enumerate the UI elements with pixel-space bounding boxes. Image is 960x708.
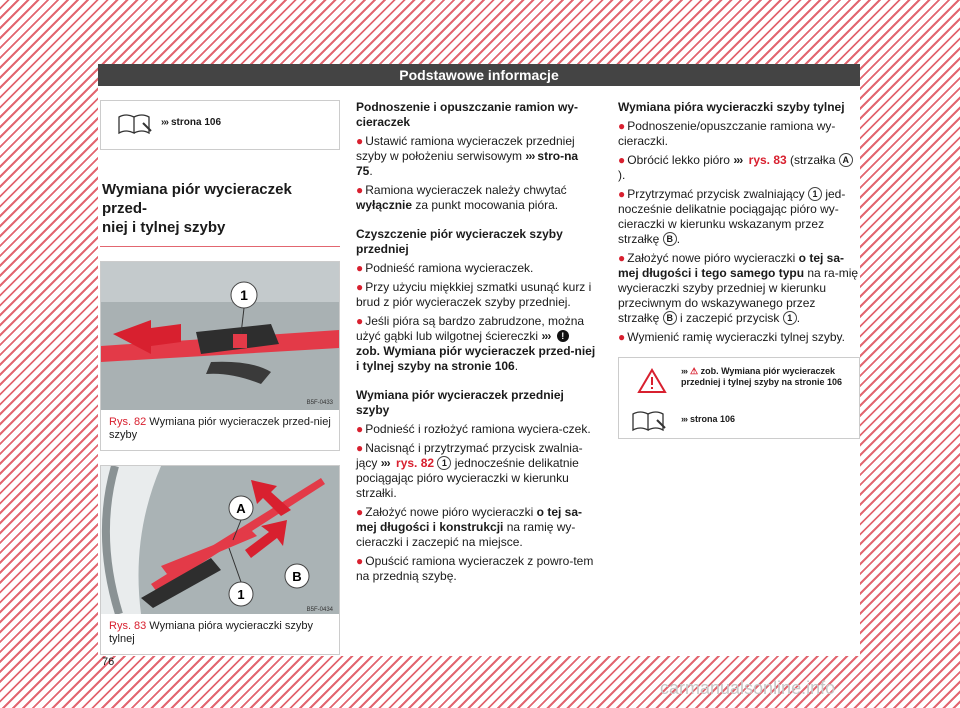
figure-code: B5F-0434 (306, 607, 333, 613)
figure-number: Rys. 82 (109, 416, 147, 428)
rear-wiper-illustration (101, 466, 339, 614)
page-header: Podstawowe informacje (98, 64, 860, 86)
bullet-item: ● Jeśli pióra są bardzo zabrudzone, można użyć gąbki lub wilgotnej ściereczki ››› ! zob. Wymiana piór wycieraczek przed-niej i tylnej szyby na stronie 106. (356, 314, 596, 373)
front-wiper-illustration (101, 262, 339, 410)
reference-link[interactable]: ››› strona 106 (681, 414, 736, 424)
bullet-item: ● Przytrzymać przycisk zwalniający 1 jed-nocześnie delikatnie pociągając pióro wy-cieraczki w kierunku wskazanym przez strzałkę B . (618, 187, 846, 246)
warning-text: zob. Wymiana piór wycieraczek przedniej i tylnej szyby na stronie 106 (681, 366, 843, 387)
callout-1: 1 (240, 287, 248, 303)
page-link[interactable]: stro-na 75 (356, 149, 579, 178)
callout-badge: B (663, 311, 677, 325)
book-icon (631, 408, 667, 434)
callout-badge: 1 (808, 187, 822, 201)
column-left (100, 100, 340, 668)
reference-text: strona 106 (171, 117, 222, 128)
bullet-item: ● Ramiona wycieraczek należy chwytać wyłącznie za punkt mocowania pióra. (356, 183, 567, 212)
manual-page (98, 64, 860, 668)
figure-caption (101, 410, 339, 450)
watermark: carmanualsonline.info (660, 678, 836, 698)
warning-triangle-icon (637, 368, 667, 394)
callout-a: A (236, 501, 246, 516)
bullet-item: ● Ustawić ramiona wycieraczek przedniej szyby w położeniu serwisowym ››› stro-na 75. (356, 134, 579, 178)
arrows-glyph: ››› (161, 117, 168, 128)
section-title-line1: Wymiana piór wycieraczek przed- (102, 181, 292, 217)
page-number: 76 (102, 656, 115, 668)
cross-reference[interactable]: zob. Wymiana piór wycieraczek przed-niej i tylnej szyby na stronie 106 (356, 344, 596, 373)
reference-link[interactable] (161, 117, 221, 128)
callout-1: 1 (237, 587, 245, 602)
heading-cleaning: Czyszczenie piór wycieraczek szyby przedniej (356, 227, 563, 256)
bullet-item: ● Wymienić ramię wycieraczki tylnej szyby. (618, 330, 845, 344)
bullet-item: ● Obrócić lekko pióro ››› rys. 83 (strzałka A). (618, 153, 860, 183)
bullet-item: ● Opuścić ramiona wycieraczek z powro-tem na przednią szybę. (356, 554, 594, 583)
figure-82 (100, 261, 340, 451)
figure-link[interactable]: rys. 82 (396, 456, 435, 470)
bullet-item: ● Podnoszenie/opuszczanie ramiona wy-cieraczki. (618, 119, 836, 148)
heading-front-replace: Wymiana piór wycieraczek przedniej szyby (356, 388, 564, 417)
book-icon (117, 111, 153, 137)
warning-reference-box (618, 357, 860, 439)
bullet-item: ● Założyć nowe pióro wycieraczki o tej sa-mej długości i tego samego typu na ra-mię wycieraczki szyby przedniej w kierunku przeciwnym do wskazywanego przez strzałkę B i zaczepić przycisk 1 . (618, 251, 859, 325)
figure-caption (101, 614, 339, 654)
callout-badge: 1 (783, 311, 797, 325)
bullet-item: ● Założyć nowe pióro wycieraczki o tej sa-mej długości i konstrukcji na ramię wy-cieraczki i zaczepić na miejsce. (356, 505, 583, 549)
callout-badge: B (663, 232, 677, 246)
heading-raise-lower: Podnoszenie i opuszczanie ramion wy-cieraczek (356, 100, 579, 129)
heading-rear-replace: Wymiana pióra wycieraczki szyby tylnej (618, 100, 845, 114)
bullet-item: ● Przy użyciu miękkiej szmatki usunąć kurz i brud z piór wycieraczek szyby przedniej. (356, 280, 592, 309)
caption-text: Wymiana piór wycieraczek przed-niej szyby (109, 416, 331, 441)
warning-link[interactable]: ››› ⚠ zob. Wymiana piór wycieraczek przedniej i tylnej szyby na stronie 106 (681, 366, 843, 387)
column-right (618, 100, 860, 439)
section-title (100, 180, 340, 247)
bullet-item: ● Podnieść i rozłożyć ramiona wyciera-czek. (356, 422, 591, 436)
figure-number: Rys. 83 (109, 620, 147, 632)
reference-text: strona 106 (690, 414, 736, 424)
bullet-item: ● Nacisnąć i przytrzymać przycisk zwalnia-jący ››› rys. 82 1 jednocześnie delikatnie pociągając pióro wycieraczki w kierunku strzałki. (356, 441, 583, 500)
caption-text: Wymiana pióra wycieraczki szyby tylnej (109, 620, 314, 645)
callout-b: B (292, 569, 302, 584)
figure-link[interactable]: rys. 83 (748, 153, 787, 167)
callout-badge: 1 (437, 456, 451, 470)
section-title-line2: niej i tylnej szyby (102, 219, 226, 236)
bullet-item: ● Podnieść ramiona wycieraczek. (356, 261, 534, 275)
column-middle (356, 100, 596, 584)
reference-box (100, 100, 340, 150)
callout-badge: A (839, 153, 853, 167)
figure-code: B5F-0433 (306, 400, 333, 406)
warning-dot-icon: ! (557, 330, 569, 342)
figure-83 (100, 465, 340, 655)
